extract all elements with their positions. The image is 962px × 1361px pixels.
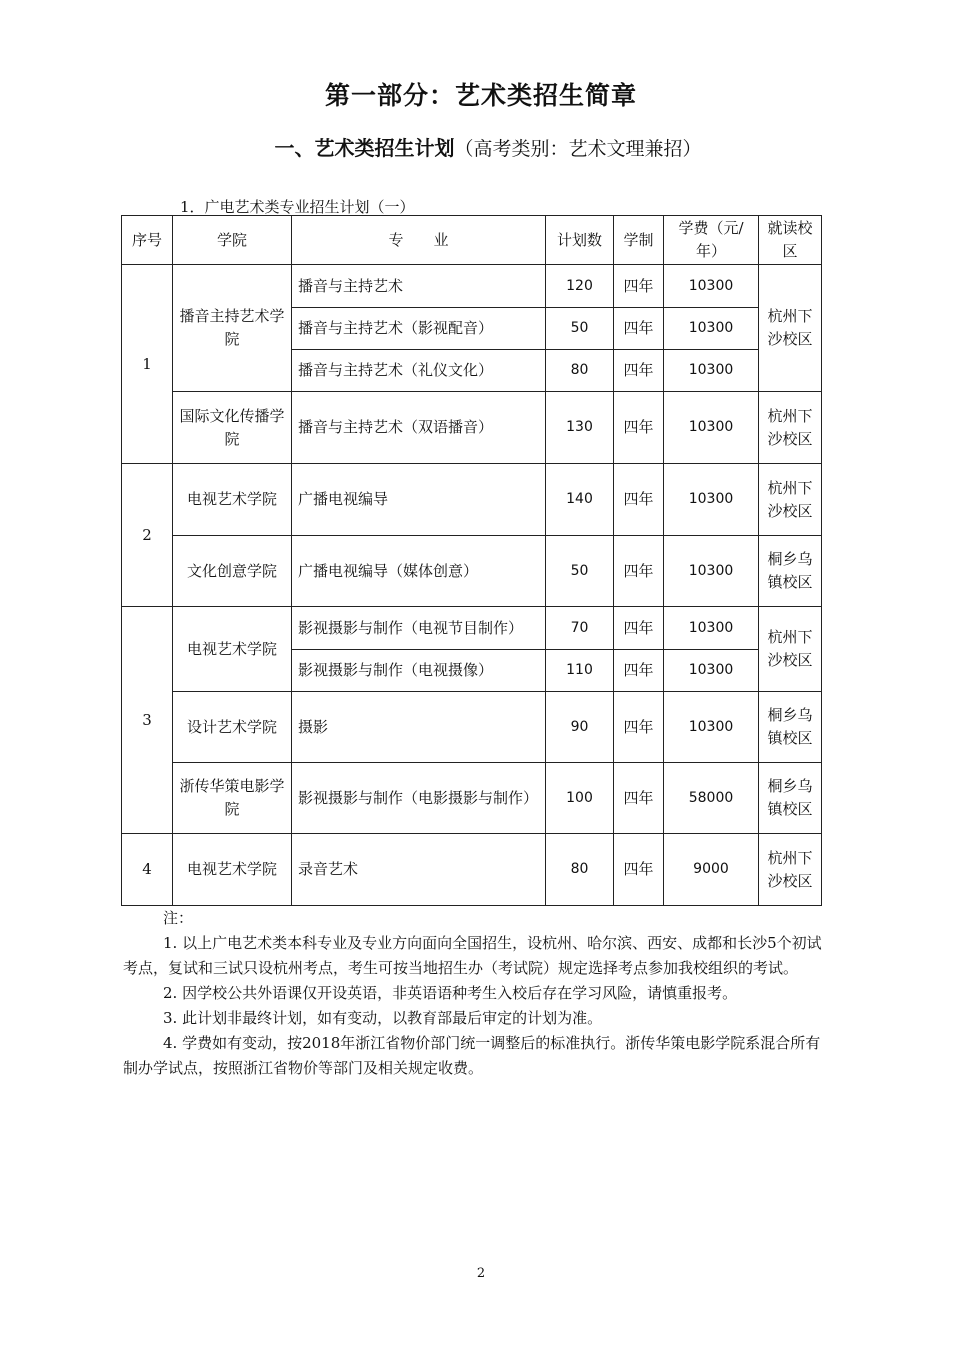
section-title [0,132,962,161]
table-header-row [122,216,822,265]
plan-count: 140 [546,464,614,536]
table-caption: 1．广电艺术类专业招生计划（一） [180,198,415,216]
plan-count: 120 [546,265,614,308]
major-name: 影视摄影与制作（电影摄影与制作） [292,763,546,834]
college-name: 电视艺术学院 [173,834,292,906]
college-name: 设计艺术学院 [173,692,292,763]
major-name: 播音与主持艺术（礼仪文化） [292,350,546,392]
table-row [122,607,822,650]
table-row [122,536,822,607]
study-years: 四年 [614,607,664,650]
tuition-fee: 10300 [664,692,759,763]
major-name: 摄影 [292,692,546,763]
college-name: 电视艺术学院 [173,464,292,536]
college-name: 浙传华策电影学院 [173,763,292,834]
table-row [122,692,822,763]
page-number: 2 [476,1266,486,1281]
plan-count: 80 [546,834,614,906]
campus-name: 杭州下沙校区 [759,392,822,464]
row-index: 2 [122,464,173,607]
campus-name: 桐乡乌镇校区 [759,763,822,834]
tuition-fee: 10300 [664,536,759,607]
table-row [122,392,822,464]
study-years: 四年 [614,834,664,906]
college-name: 播音主持艺术学院 [173,265,292,392]
tuition-fee: 10300 [664,308,759,350]
major-name: 影视摄影与制作（电视摄像） [292,650,546,692]
study-years: 四年 [614,308,664,350]
header-years: 学制 [614,216,664,265]
section-title-category: （高考类别：艺术文理兼招） [454,138,702,160]
table-row [122,763,822,834]
tuition-fee: 9000 [664,834,759,906]
major-name: 录音艺术 [292,834,546,906]
plan-count: 90 [546,692,614,763]
major-name: 广播电视编导 [292,464,546,536]
plan-count: 130 [546,392,614,464]
page-title: 第一部分：艺术类招生简章 [324,81,637,110]
major-name: 影视摄影与制作（电视节目制作） [292,607,546,650]
tuition-fee: 10300 [664,350,759,392]
note-item: 3. 此计划非最终计划，如有变动，以教育部最后审定的计划为准。 [163,1009,603,1027]
plan-count: 100 [546,763,614,834]
row-index: 3 [122,607,173,834]
tuition-fee: 10300 [664,607,759,650]
study-years: 四年 [614,763,664,834]
header-college: 学院 [173,216,292,265]
study-years: 四年 [614,392,664,464]
campus-name: 桐乡乌镇校区 [759,692,822,763]
college-name: 电视艺术学院 [173,607,292,692]
tuition-fee: 10300 [664,392,759,464]
plan-count: 50 [546,308,614,350]
section-title-main: 一、艺术类招生计划 [274,136,455,160]
header-index: 序号 [122,216,173,265]
college-name: 国际文化传播学院 [173,392,292,464]
study-years: 四年 [614,265,664,308]
notes-title: 注： [163,909,194,927]
row-index: 1 [122,265,173,464]
header-fee: 学费（元/年） [664,216,759,265]
header-plan: 计划数 [546,216,614,265]
note-item: 4. 学费如有变动，按2018年浙江省物价部门统一调整后的标准执行。浙传华策电影学院系混合所有制办学试点，按照浙江省物价等部门及相关规定收费。 [123,1034,821,1077]
header-campus: 就读校区 [759,216,822,265]
tuition-fee: 10300 [664,464,759,536]
table-row [122,265,822,308]
tuition-fee: 58000 [664,763,759,834]
plan-count: 110 [546,650,614,692]
enrollment-plan-table [121,215,822,906]
study-years: 四年 [614,464,664,536]
tuition-fee: 10300 [664,265,759,308]
campus-name: 杭州下沙校区 [759,607,822,692]
campus-name: 杭州下沙校区 [759,834,822,906]
row-index: 4 [122,834,173,906]
table-row [122,834,822,906]
study-years: 四年 [614,350,664,392]
plan-count: 70 [546,607,614,650]
study-years: 四年 [614,536,664,607]
notes [123,906,835,1081]
header-major: 专 业 [292,216,546,265]
college-name: 文化创意学院 [173,536,292,607]
major-name: 播音与主持艺术（影视配音） [292,308,546,350]
major-name: 播音与主持艺术 [292,265,546,308]
campus-name: 桐乡乌镇校区 [759,536,822,607]
study-years: 四年 [614,692,664,763]
major-name: 广播电视编导（媒体创意） [292,536,546,607]
plan-count: 50 [546,536,614,607]
campus-name: 杭州下沙校区 [759,464,822,536]
study-years: 四年 [614,650,664,692]
major-name: 播音与主持艺术（双语播音） [292,392,546,464]
table-row [122,464,822,536]
note-item: 1. 以上广电艺术类本科专业及专业方向面向全国招生，设杭州、哈尔滨、西安、成都和长沙5个初试考点，复试和三试只设杭州考点，考生可按当地招生办（考试院）规定选择考点参加我校组织的考试。 [123,934,822,977]
table-body [122,265,822,906]
note-item: 2. 因学校公共外语课仅开设英语，非英语语种考生入校后存在学习风险，请慎重报考。 [163,984,738,1002]
tuition-fee: 10300 [664,650,759,692]
campus-name: 杭州下沙校区 [759,265,822,392]
plan-count: 80 [546,350,614,392]
